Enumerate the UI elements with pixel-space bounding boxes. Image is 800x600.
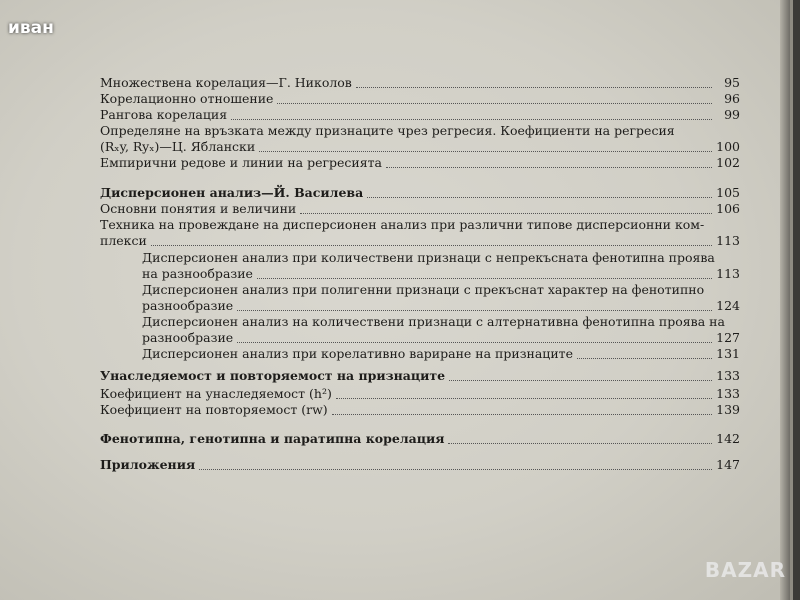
toc-page-number: 100: [716, 139, 740, 154]
toc-leader-dots: [448, 443, 712, 444]
toc-entry-text: разнообразие: [142, 298, 234, 313]
page-edge: [780, 0, 790, 600]
toc-leader-dots: [577, 358, 712, 359]
toc-entry-text: Дисперсионен анализ на количествени признаци с алтернативна фенотипна проява на: [142, 314, 725, 329]
toc-entry-line: [100, 217, 740, 233]
toc-entry-text: разнообразие: [142, 330, 234, 345]
toc-leader-dots: [332, 414, 712, 415]
toc-leader-dots: [300, 213, 712, 214]
toc-page-number: 105: [716, 185, 740, 200]
toc-entry-text: Техника на провеждане на дисперсионен анализ при различни типове дисперсионни ком-: [100, 217, 705, 232]
toc-page-number: 139: [716, 402, 740, 417]
toc-entry-line: [100, 266, 740, 282]
toc-entry-text: (Rₓy, Ryₓ)—Ц. Яблански: [100, 139, 256, 154]
toc-page-number: 133: [716, 386, 740, 401]
toc-entry-text: Унаследяемост и повторяемост на признаците: [100, 368, 446, 383]
toc-leader-dots: [151, 245, 712, 246]
toc-entry-text: Корелационно отношение: [100, 91, 274, 106]
toc-entry-line: [100, 107, 740, 123]
toc-entry-text: на разнообразие: [142, 266, 253, 281]
toc-entry-line: [100, 457, 740, 473]
toc-page-number: 131: [716, 346, 740, 361]
toc-entry-text: Дисперсионен анализ при корелативно вариране на признаците: [142, 346, 573, 361]
toc-page-number: 96: [724, 91, 740, 106]
toc-entry-line: [100, 250, 740, 266]
toc-entry-line: [100, 330, 740, 346]
toc-entry-line: [100, 368, 740, 384]
toc-entry-text: Фенотипна, генотипна и паратипна корелация: [100, 431, 445, 446]
toc-entry-text: Множествена корелация—Г. Николов: [100, 75, 352, 90]
toc-entry-line: [100, 431, 740, 447]
toc-leader-dots: [199, 469, 712, 470]
toc-entry-line: [100, 91, 740, 107]
toc-page-number: 99: [724, 107, 740, 122]
toc-page-number: 127: [716, 330, 740, 345]
toc-entry-line: [100, 185, 740, 201]
toc-entry-line: [100, 139, 740, 155]
toc-page-number: 95: [724, 75, 740, 90]
toc-leader-dots: [237, 310, 712, 311]
toc-page-number: 113: [716, 233, 740, 248]
toc-entry-line: [100, 298, 740, 314]
toc-entry-text: Рангова корелация: [100, 107, 228, 122]
toc-leader-dots: [356, 87, 712, 88]
toc-entry-text: Дисперсионен анализ при количествени признаци с непрекъсната фенотипна проява: [142, 250, 715, 265]
toc-entry-line: [100, 402, 740, 418]
toc-entry-text: Приложения: [100, 457, 196, 472]
toc-entry-text: Дисперсионен анализ при полигенни признаци с прекъснат характер на фенотипно: [142, 282, 705, 297]
toc-entry-line: [100, 346, 740, 362]
toc-leader-dots: [237, 342, 712, 343]
toc-leader-dots: [386, 167, 712, 168]
toc-entry-line: [100, 201, 740, 217]
toc-entry-line: [100, 123, 740, 139]
toc-entry-text: Коефициент на унаследяемост (h²): [100, 386, 332, 401]
toc-page-number: 113: [716, 266, 740, 281]
toc-leader-dots: [367, 197, 712, 198]
toc-entry-text: Дисперсионен анализ—Й. Василева: [100, 185, 364, 200]
toc-entry-line: [100, 75, 740, 91]
toc-leader-dots: [257, 278, 712, 279]
toc-entry-line: [100, 314, 740, 330]
toc-entry-text: Емпирични редове и линии на регресията: [100, 155, 383, 170]
toc-leader-dots: [336, 398, 712, 399]
toc-entry-line: [100, 233, 740, 249]
toc-entry-line: [100, 282, 740, 298]
toc-page-number: 142: [716, 431, 740, 446]
toc-leader-dots: [259, 151, 712, 152]
watermark-top-left: иван: [8, 18, 54, 38]
toc-page-number: 124: [716, 298, 740, 313]
toc-page-number: 102: [716, 155, 740, 170]
toc-entry-line: [100, 155, 740, 171]
toc-leader-dots: [277, 103, 712, 104]
toc-page-number: 106: [716, 201, 740, 216]
toc-page-number: 147: [716, 457, 740, 472]
toc-page-number: 133: [716, 368, 740, 383]
toc-leader-dots: [231, 119, 712, 120]
toc-entry-text: Коефициент на повторяемост (rw): [100, 402, 328, 417]
watermark-bazar-logo: BAZAR: [704, 558, 786, 582]
toc-entry-line: [100, 386, 740, 402]
toc-entry-text: Определяне на връзката между признаците чрез регресия. Коефициенти на регресия: [100, 123, 675, 138]
toc-entry-text: Основни понятия и величини: [100, 201, 297, 216]
toc-entry-text: плекси: [100, 233, 147, 248]
toc-leader-dots: [449, 380, 712, 381]
